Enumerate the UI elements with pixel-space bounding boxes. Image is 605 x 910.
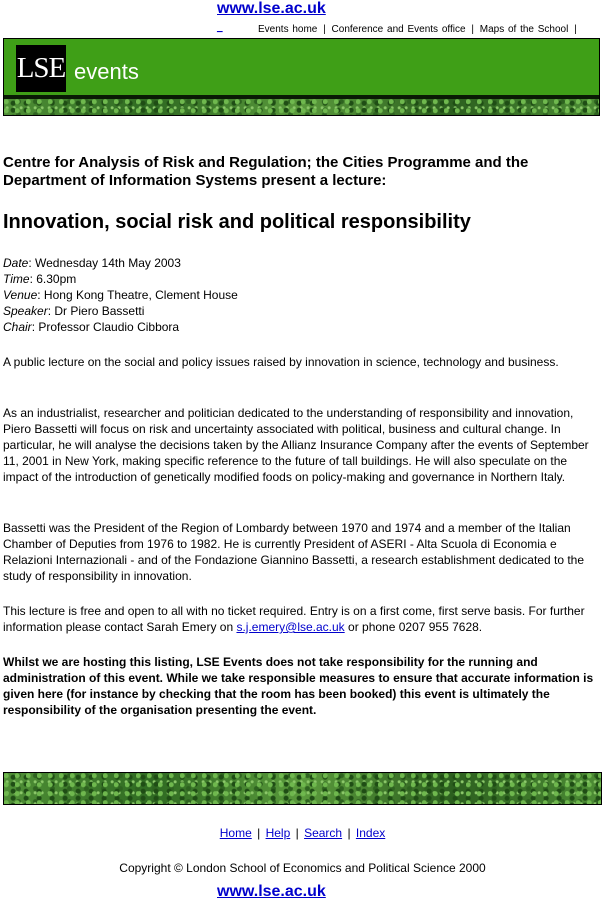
detail-venue xyxy=(3,287,238,303)
tiny-link[interactable]: _ xyxy=(217,22,223,33)
site-home-link-top[interactable]: www.lse.ac.uk xyxy=(217,0,326,17)
banner-texture-strip xyxy=(4,99,599,116)
footer-link-search[interactable]: Search xyxy=(304,826,343,840)
disclaimer-paragraph: Whilst we are hosting this listing, LSE Events does not take responsibility for the running and administration of this event. While we take responsible measures to ensure that accurate information is given here (for instance by checking that the room has been booked) this event is ultimately the responsibility of the organisation presenting the event. xyxy=(3,655,594,717)
speaker-bio-paragraph: Bassetti was the President of the Region of Lombardy between 1970 and 1974 and a member of the Italian Chamber of Deputies from 1976 to 1982. He is currently President of ASERI - Alta Scuola di Economia e Relazioni Internazionali - and of the Fondazione Giannino Bassetti, a research establishment dedicated to the study of responsibility in innovation. xyxy=(3,521,585,583)
footer-texture-strip xyxy=(3,772,602,805)
events-banner xyxy=(3,38,600,116)
events-section-title: events xyxy=(74,59,139,84)
footer-navigation xyxy=(0,826,605,840)
nav-separator: | xyxy=(471,24,474,35)
detail-label: Chair xyxy=(3,320,32,334)
detail-date xyxy=(3,255,238,271)
top-navigation xyxy=(258,24,579,35)
footer-link-index[interactable]: Index xyxy=(355,826,386,840)
event-description-paragraph: As an industrialist, researcher and politician dedicated to the understanding of responsibility and innovation, Piero Bassetti will focus on risk and uncertainty associated with political, business and cultural change. In particular, he will analyse the decisions taken by the Allianz Insurance Company after the events of September 11, 2001 in New York, making specific reference to the future of tall buildings. He will also speculate on the impact of the introduction of genetically modified foods on policy-making and governance in Northern Italy. xyxy=(3,406,589,484)
detail-value: : Professor Claudio Cibbora xyxy=(31,320,180,334)
detail-value: : Dr Piero Bassetti xyxy=(47,304,145,318)
detail-value: : Wednesday 14th May 2003 xyxy=(28,256,181,270)
nav-events-home[interactable]: Events home xyxy=(258,24,318,35)
event-details xyxy=(3,255,238,335)
event-presenter-intro: Centre for Analysis of Risk and Regulation; the Cities Programme and the Department of Information Systems present a lecture: xyxy=(3,154,529,189)
contact-email-link[interactable]: s.j.emery@lse.ac.uk xyxy=(236,620,345,634)
footer-separator: | xyxy=(257,826,261,840)
footer-separator: | xyxy=(295,826,299,840)
detail-speaker xyxy=(3,303,238,319)
detail-label: Time xyxy=(3,272,30,286)
footer-separator: | xyxy=(347,826,351,840)
event-title: Innovation, social risk and political responsibility xyxy=(3,211,471,233)
footer-link-help[interactable]: Help xyxy=(265,826,291,840)
contact-text: This lecture is free and open to all with no ticket required. Entry is on a first come, first serve basis. For further information please contact Sarah Emery on xyxy=(3,604,585,634)
detail-label: Venue xyxy=(3,288,38,302)
copyright-notice: Copyright © London School of Economics and Political Science 2000 xyxy=(119,861,486,875)
footer-link-home[interactable]: Home xyxy=(219,826,252,840)
nav-separator: | xyxy=(323,24,326,35)
contact-paragraph xyxy=(3,603,601,635)
lse-logo[interactable]: LSE xyxy=(16,45,66,92)
nav-separator: | xyxy=(574,24,577,35)
detail-value: : 6.30pm xyxy=(29,272,77,286)
detail-chair xyxy=(3,319,238,335)
event-summary-paragraph: A public lecture on the social and policy issues raised by innovation in science, technology and business. xyxy=(3,355,559,369)
detail-value: : Hong Kong Theatre, Clement House xyxy=(37,288,238,302)
detail-label: Speaker xyxy=(3,304,48,318)
contact-phone-text: or phone 0207 955 7628. xyxy=(344,620,483,634)
detail-time xyxy=(3,271,238,287)
site-home-link-bottom[interactable]: www.lse.ac.uk xyxy=(217,883,326,900)
detail-label: Date xyxy=(3,256,29,270)
nav-conference-events-office[interactable]: Conference and Events office xyxy=(331,24,466,35)
nav-maps-of-school[interactable]: Maps of the School xyxy=(479,24,569,35)
